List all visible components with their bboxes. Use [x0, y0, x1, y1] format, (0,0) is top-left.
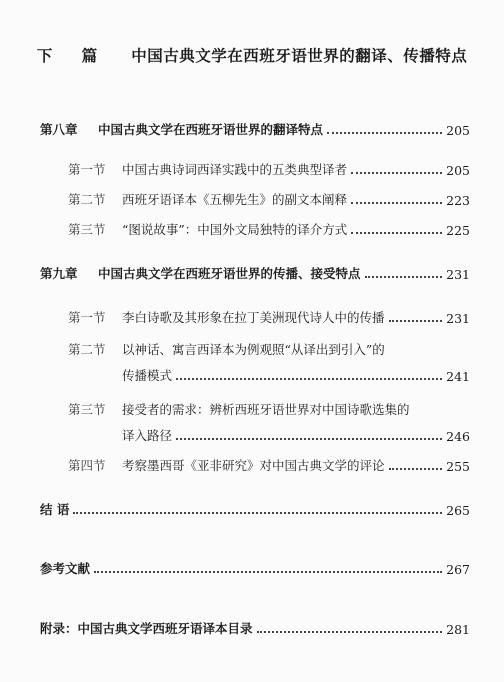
chapter-title: 中国古典文学在西班牙语世界的翻译特点	[98, 122, 324, 137]
dot-leader	[351, 202, 442, 204]
section-number: 第三节	[68, 222, 106, 237]
toc-entry-references[interactable]	[40, 557, 470, 577]
conclusion-title: 结 语	[40, 502, 70, 517]
page-number: 231	[446, 267, 470, 282]
section-number: 第二节	[68, 342, 106, 357]
dot-leader	[389, 468, 443, 470]
toc-entry-section[interactable]	[68, 454, 470, 474]
section-title: 接受者的需求：辨析西班牙语世界对中国诗歌选集的	[122, 402, 410, 417]
chapter-number: 第九章	[40, 266, 78, 281]
toc-entry-section[interactable]	[68, 398, 470, 418]
page-number: 281	[446, 622, 470, 637]
toc-entry-section[interactable]	[68, 158, 470, 178]
toc-entry-section[interactable]	[68, 306, 470, 326]
chapter-number: 第八章	[40, 122, 78, 137]
dot-leader	[365, 276, 443, 278]
appendix-title: 附录：中国古典文学西班牙语译本目录	[40, 621, 253, 636]
page-number: 223	[446, 193, 470, 208]
page-number: 205	[446, 123, 470, 138]
page-number: 231	[446, 311, 470, 326]
section-title: 中国古典诗词西译实践中的五类典型译者	[122, 162, 348, 177]
section-number: 第一节	[68, 310, 106, 325]
toc-entry-conclusion[interactable]	[40, 498, 470, 518]
section-number: 第四节	[68, 458, 106, 473]
toc-entry-chapter-8[interactable]	[40, 118, 470, 138]
references-title: 参考文献	[40, 561, 91, 576]
toc-entry-chapter-9[interactable]	[40, 262, 470, 282]
page-number: 246	[446, 429, 470, 444]
section-title-continued: 译入路径	[122, 428, 173, 443]
section-number: 第一节	[68, 162, 106, 177]
section-title-continued: 传播模式	[122, 368, 173, 383]
page-number: 265	[446, 503, 470, 518]
toc-entry-section[interactable]	[68, 218, 470, 238]
section-title: “图说故事”：中国外文局独特的译介方式	[122, 222, 348, 237]
dot-leader	[176, 378, 442, 380]
page-number: 267	[446, 562, 470, 577]
page-number: 225	[446, 223, 470, 238]
toc-entry-appendix[interactable]	[40, 617, 470, 637]
dot-leader	[176, 438, 442, 440]
section-number: 第二节	[68, 192, 106, 207]
dot-leader	[351, 172, 442, 174]
section-number: 第三节	[68, 402, 106, 417]
dot-leader	[389, 320, 443, 322]
toc-entry-section-continued[interactable]	[122, 364, 470, 384]
page-number: 205	[446, 163, 470, 178]
toc-entry-section[interactable]	[68, 188, 470, 208]
dot-leader	[351, 232, 442, 234]
page-number: 255	[446, 459, 470, 474]
chapter-title: 中国古典文学在西班牙语世界的传播、接受特点	[98, 266, 361, 281]
part-heading: 中国古典文学在西班牙语世界的翻译、传播特点	[131, 47, 468, 65]
part-title	[0, 44, 504, 66]
section-title: 以神话、寓言西译本为例观照“从译出到引入”的	[122, 342, 385, 357]
dot-leader	[94, 571, 442, 573]
toc-entry-section-continued[interactable]	[122, 424, 470, 444]
dot-leader	[327, 132, 442, 134]
page-number: 241	[446, 369, 470, 384]
section-title: 考察墨西哥《亚非研究》对中国古典文学的评论	[122, 458, 385, 473]
section-title: 西班牙语译本《五柳先生》的副文本阐释	[122, 192, 348, 207]
dot-leader	[73, 512, 442, 514]
section-title: 李白诗歌及其形象在拉丁美洲现代诗人中的传播	[122, 310, 385, 325]
part-label: 下 篇	[36, 47, 110, 65]
dot-leader	[257, 631, 443, 633]
toc-entry-section[interactable]	[68, 338, 470, 358]
